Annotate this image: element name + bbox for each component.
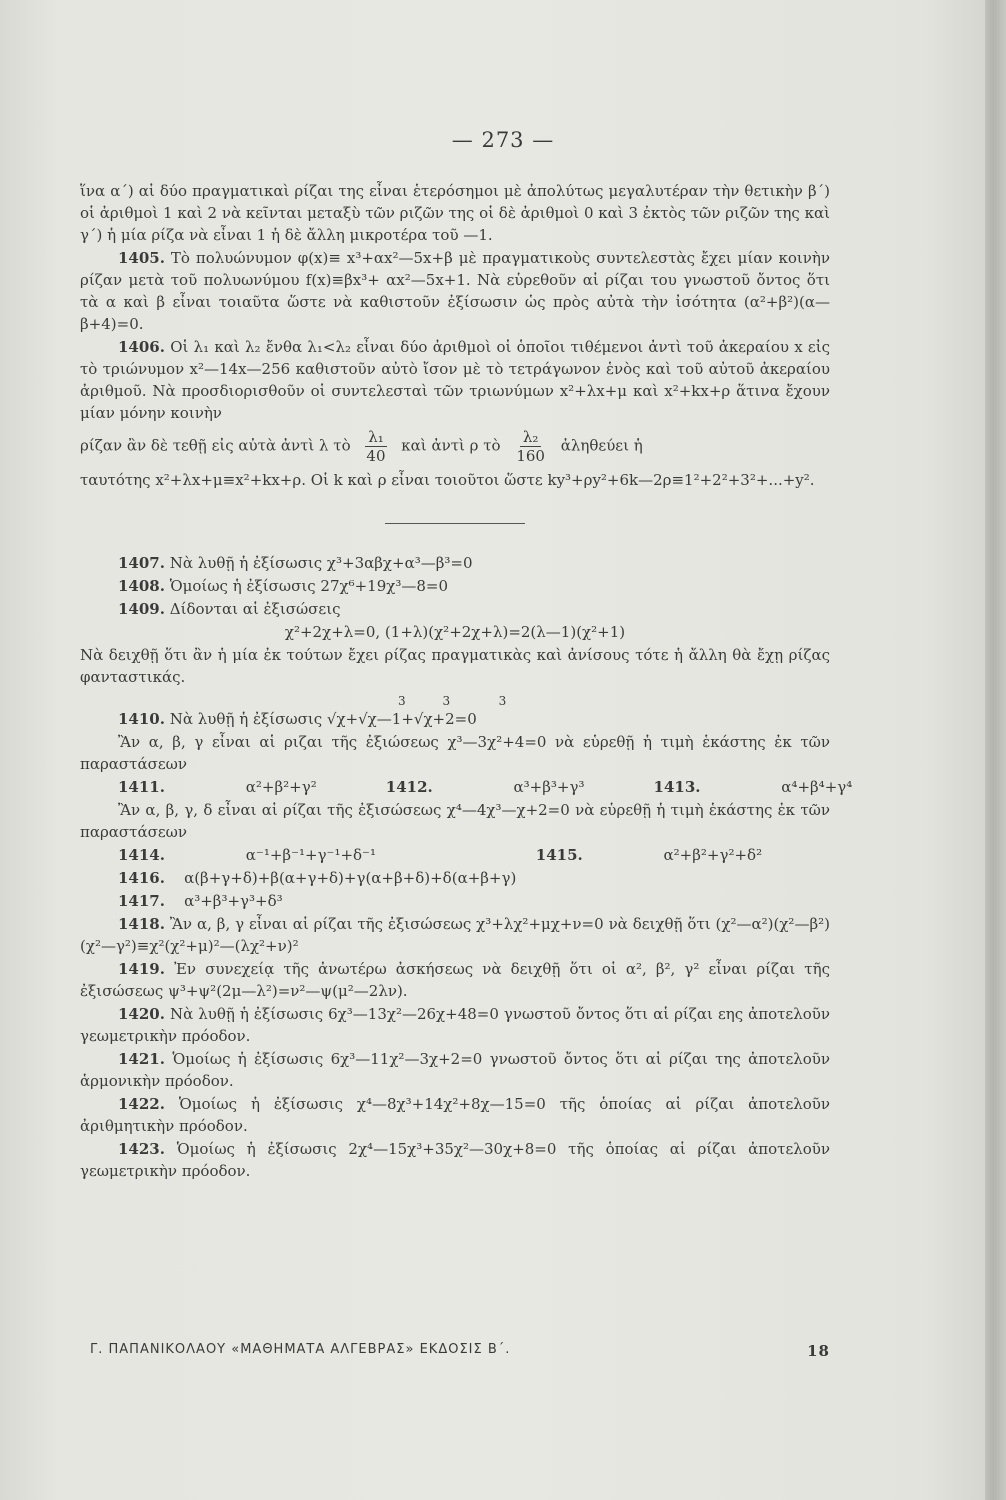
exercise-1420 <box>80 1003 830 1047</box>
exercise-number: 1407. <box>118 554 165 572</box>
fraction-denominator: 40 <box>366 447 386 465</box>
exercise-1418 <box>80 913 830 957</box>
fraction-denominator: 160 <box>516 447 545 465</box>
exercise-text: α²+β²+γ² <box>245 778 317 796</box>
exercise-number: 1412. <box>385 778 433 796</box>
exercise-text: καὶ ἀντὶ ρ τὸ <box>401 436 501 455</box>
exercise-text: Ἐν συνεχείᾳ τῆς ἀνωτέρω ἀσκήσεως νὰ δειχθῇ ὅτι οἱ α², β², γ² εἶναι ρίζαι τῆς ἐξισώσεως ψ³+ψ²(2μ—λ²)=ν²—ψ(μ²—2λν). <box>80 960 830 1000</box>
exercise-1417 <box>80 890 830 912</box>
exercise-text: ἀληθεύει ἡ <box>560 436 643 455</box>
exercise-text: ταυτότης x²+λx+μ≡x²+kx+ρ. Οἱ k καὶ ρ εἶναι τοιοῦτοι ὥστε ky³+ρy²+6k—2ρ≡1²+2²+3²+...+y². <box>80 471 815 489</box>
exercise-1410 <box>80 708 830 730</box>
section-divider <box>385 523 525 524</box>
exercise-text: Νὰ λυθῇ ἡ ἐξίσωσις 6χ³—13χ²—26χ+48=0 γνωστοῦ ὄντος ὅτι αἱ ρίζαι εης ἀποτελοῦν γεωμετρικὴν πρόοδον. <box>80 1005 830 1045</box>
exercise-1405 <box>80 247 830 335</box>
exercise-text: Τὸ πολυώνυμον φ(x)≡ x³+αx²—5x+β μὲ πραγματικοὺς συντελεστὰς ἔχει μίαν κοινὴν ρίζαν μετὰ τοῦ πολυωνύμου f(x)≡βx³+ αx²—5x+1. Νὰ εὑρεθοῦν αἱ ρίζαι του γνωστοῦ ὄντος ὅτι τὰ α καὶ β εἶναι τοιαῦτα ὥστε νὰ καθιστοῦν ἐξίσωσιν ὡς πρὸς αὐτὰ τὴν ἰσότητα (α²+β²)(α—β+4)=0. <box>80 249 830 333</box>
exercise-text: α⁻¹+β⁻¹+γ⁻¹+δ⁻¹ <box>245 846 376 864</box>
exercise-text: α(β+γ+δ)+β(α+γ+δ)+γ(α+β+δ)+δ(α+β+γ) <box>184 869 517 887</box>
exercise-text: Νὰ λυθῇ ἡ ἐξίσωσις χ³+3αβχ+α³—β³=0 <box>169 554 473 572</box>
root-indices: 3 3 3 <box>398 694 509 708</box>
page-body <box>80 180 853 1183</box>
exercise-number: 1405. <box>118 249 165 267</box>
exercise-1407 <box>80 552 830 574</box>
exercise-1421 <box>80 1048 830 1092</box>
exercise-text: Ὁμοίως ἡ ἐξίσωσις 2χ⁴—15χ³+35χ²—30χ+8=0 τῆς ὁποίας αἱ ρίζαι ἀποτελοῦν γεωμετρικὴν πρόοδον. <box>80 1140 830 1180</box>
exercise-number: 1408. <box>118 577 165 595</box>
exercise-number: 1406. <box>118 338 165 356</box>
exercise-text: Ὁμοίως ἡ ἐξίσωσις 6χ³—11χ²—3χ+2=0 γνωστοῦ ὄντος ὅτι αἱ ρίζαι της ἀποτελοῦν ἁρμονικὴν πρόοδον. <box>80 1050 830 1090</box>
exercise-number: 1418. <box>118 915 165 933</box>
page-footer <box>90 1342 830 1360</box>
exercise-1423 <box>80 1138 830 1182</box>
exercise-number: 1419. <box>118 960 165 978</box>
exercise-text: α³+β³+γ³ <box>513 778 585 796</box>
exercise-1406-fraction-line <box>80 428 830 465</box>
footer-title: Γ. ΠΑΠΑΝΙΚΟΛΑΟΥ «ΜΑΘΗΜΑΤΑ ΑΛΓΕΒΡΑΣ» ΕΚΔΟΣΙΣ Β΄. <box>90 1342 511 1357</box>
exercises-1411-1413 <box>80 776 853 798</box>
signature-number: 18 <box>807 1342 830 1360</box>
exercise-1406 <box>80 336 830 424</box>
exercise-text: Ὁμοίως ἡ ἐξίσωσις 27χ⁶+19χ³—8=0 <box>169 577 449 595</box>
exercise-text: Ἂν α, β, γ, δ εἶναι αἱ ρίζαι τῆς ἐξισώσεως χ⁴—4χ³—χ+2=0 νὰ εὑρεθῇ ἡ τιμὴ ἑκάστης ἐκ τῶν παραστάσεων <box>80 801 830 841</box>
exercise-number: 1420. <box>118 1005 165 1023</box>
exercise-text: Δίδονται αἱ ἐξισώσεις <box>169 600 341 618</box>
exercise-text: Ὁμοίως ἡ ἐξίσωσις χ⁴—8χ³+14χ²+8χ—15=0 τῆς ὁποίας αἱ ρίζαι ἀποτελοῦν ἀριθμητικὴν πρόοδον. <box>80 1095 830 1135</box>
exercise-number: 1411. <box>118 778 165 796</box>
exercise-number: 1417. <box>118 892 165 910</box>
exercise-number: 1409. <box>118 600 165 618</box>
exercise-1408 <box>80 575 830 597</box>
exercise-1416 <box>80 867 830 889</box>
equation-display: χ²+2χ+λ=0, (1+λ)(χ²+2χ+λ)=2(λ—1)(χ²+1) <box>284 623 626 641</box>
page-number: — 273 — <box>451 128 555 152</box>
exercises-1414-1415 <box>80 844 830 866</box>
page-edge <box>985 0 1006 1500</box>
exercise-number: 1416. <box>118 869 165 887</box>
exercise-1409 <box>80 598 830 620</box>
exercise-text: Ἂν α, β, γ εἶναι αἱ ριζαι τῆς ἐξιώσεως χ³—3χ²+4=0 νὰ εὑρεθῇ ἡ τιμὴ ἑκάστης ἐκ τῶν παραστάσεων <box>80 733 830 773</box>
exercise-text: ρίζαν ἂν δὲ τεθῇ εἰς αὐτὰ ἀντὶ λ τὸ <box>80 436 351 455</box>
exercise-text: Νὰ δειχθῇ ὅτι ἂν ἡ μία ἐκ τούτων ἔχει ρίζας πραγματικὰς καὶ ἀνίσους τότε ἡ ἄλλη θὰ ἔχῃ ρίζας φανταστικάς. <box>80 646 830 686</box>
exercise-number: 1410. <box>118 710 165 728</box>
exercise-1422 <box>80 1093 830 1137</box>
exercise-number: 1421. <box>118 1050 165 1068</box>
fraction-lambda2 <box>513 428 548 465</box>
exercise-number: 1413. <box>653 778 701 796</box>
paragraph-continuation: ἵνα α΄) αἱ δύο πραγματικαὶ ρίζαι της εἶναι ἑτερόσημοι μὲ ἀπολύτως μεγαλυτέραν τὴν θετικὴν β΄) οἱ ἀριθμοὶ 1 καὶ 2 νὰ κεῖνται μεταξὺ τῶν ριζῶν της οἱ δὲ ἀριθμοὶ 0 καὶ 3 ἐκτὸς τῶν ριζῶν της καὶ γ΄) ἡ μία ρίζα νὰ εἶναι 1 ἡ δὲ ἄλλη μικροτέρα τοῦ —1. <box>80 182 830 244</box>
exercise-text: α⁴+β⁴+γ⁴ <box>781 778 853 796</box>
exercise-1419 <box>80 958 830 1002</box>
exercise-text: Νὰ λυθῇ ἡ ἐξίσωσις √χ+√χ—1+√χ+2=0 <box>169 710 477 728</box>
exercise-number: 1423. <box>118 1140 165 1158</box>
exercise-text: Ἂν α, β, γ εἶναι αἱ ρίζαι τῆς ἐξισώσεως χ³+λχ²+μχ+ν=0 νὰ δειχθῇ ὅτι (χ²—α²)(χ²—β²)(χ²—γ²)≡χ²(χ²+μ)²—(λχ²+ν)² <box>80 915 830 955</box>
exercise-number: 1414. <box>118 846 165 864</box>
fraction-numerator: λ₁ <box>365 428 387 447</box>
exercise-text: α²+β²+γ²+δ² <box>663 846 763 864</box>
exercise-number: 1422. <box>118 1095 165 1113</box>
fraction-numerator: λ₂ <box>520 428 542 447</box>
exercise-number: 1415. <box>535 846 583 864</box>
exercise-text: α³+β³+γ³+δ³ <box>184 892 283 910</box>
exercise-text: Οἱ λ₁ καὶ λ₂ ἔνθα λ₁<λ₂ εἶναι δύο ἀριθμοὶ οἱ ὁποῖοι τιθέμενοι ἀντὶ τοῦ ἀκεραίου x εἰς τὸ τριώνυμον x²—14x—256 καθιστοῦν αὐτὸ ἴσον μὲ τὸ τετράγωνον ἑνὸς καὶ τοῦ αὐτοῦ ἀκεραίου ἀριθμοῦ. Νὰ προσδιορισθοῦν οἱ συντελεσταὶ τῶν τριωνύμων x²+λx+μ καὶ x²+kx+ρ ἅτινα ἔχουν μίαν μόνην κοινὴν <box>80 338 830 422</box>
fraction-lambda1 <box>363 428 388 465</box>
